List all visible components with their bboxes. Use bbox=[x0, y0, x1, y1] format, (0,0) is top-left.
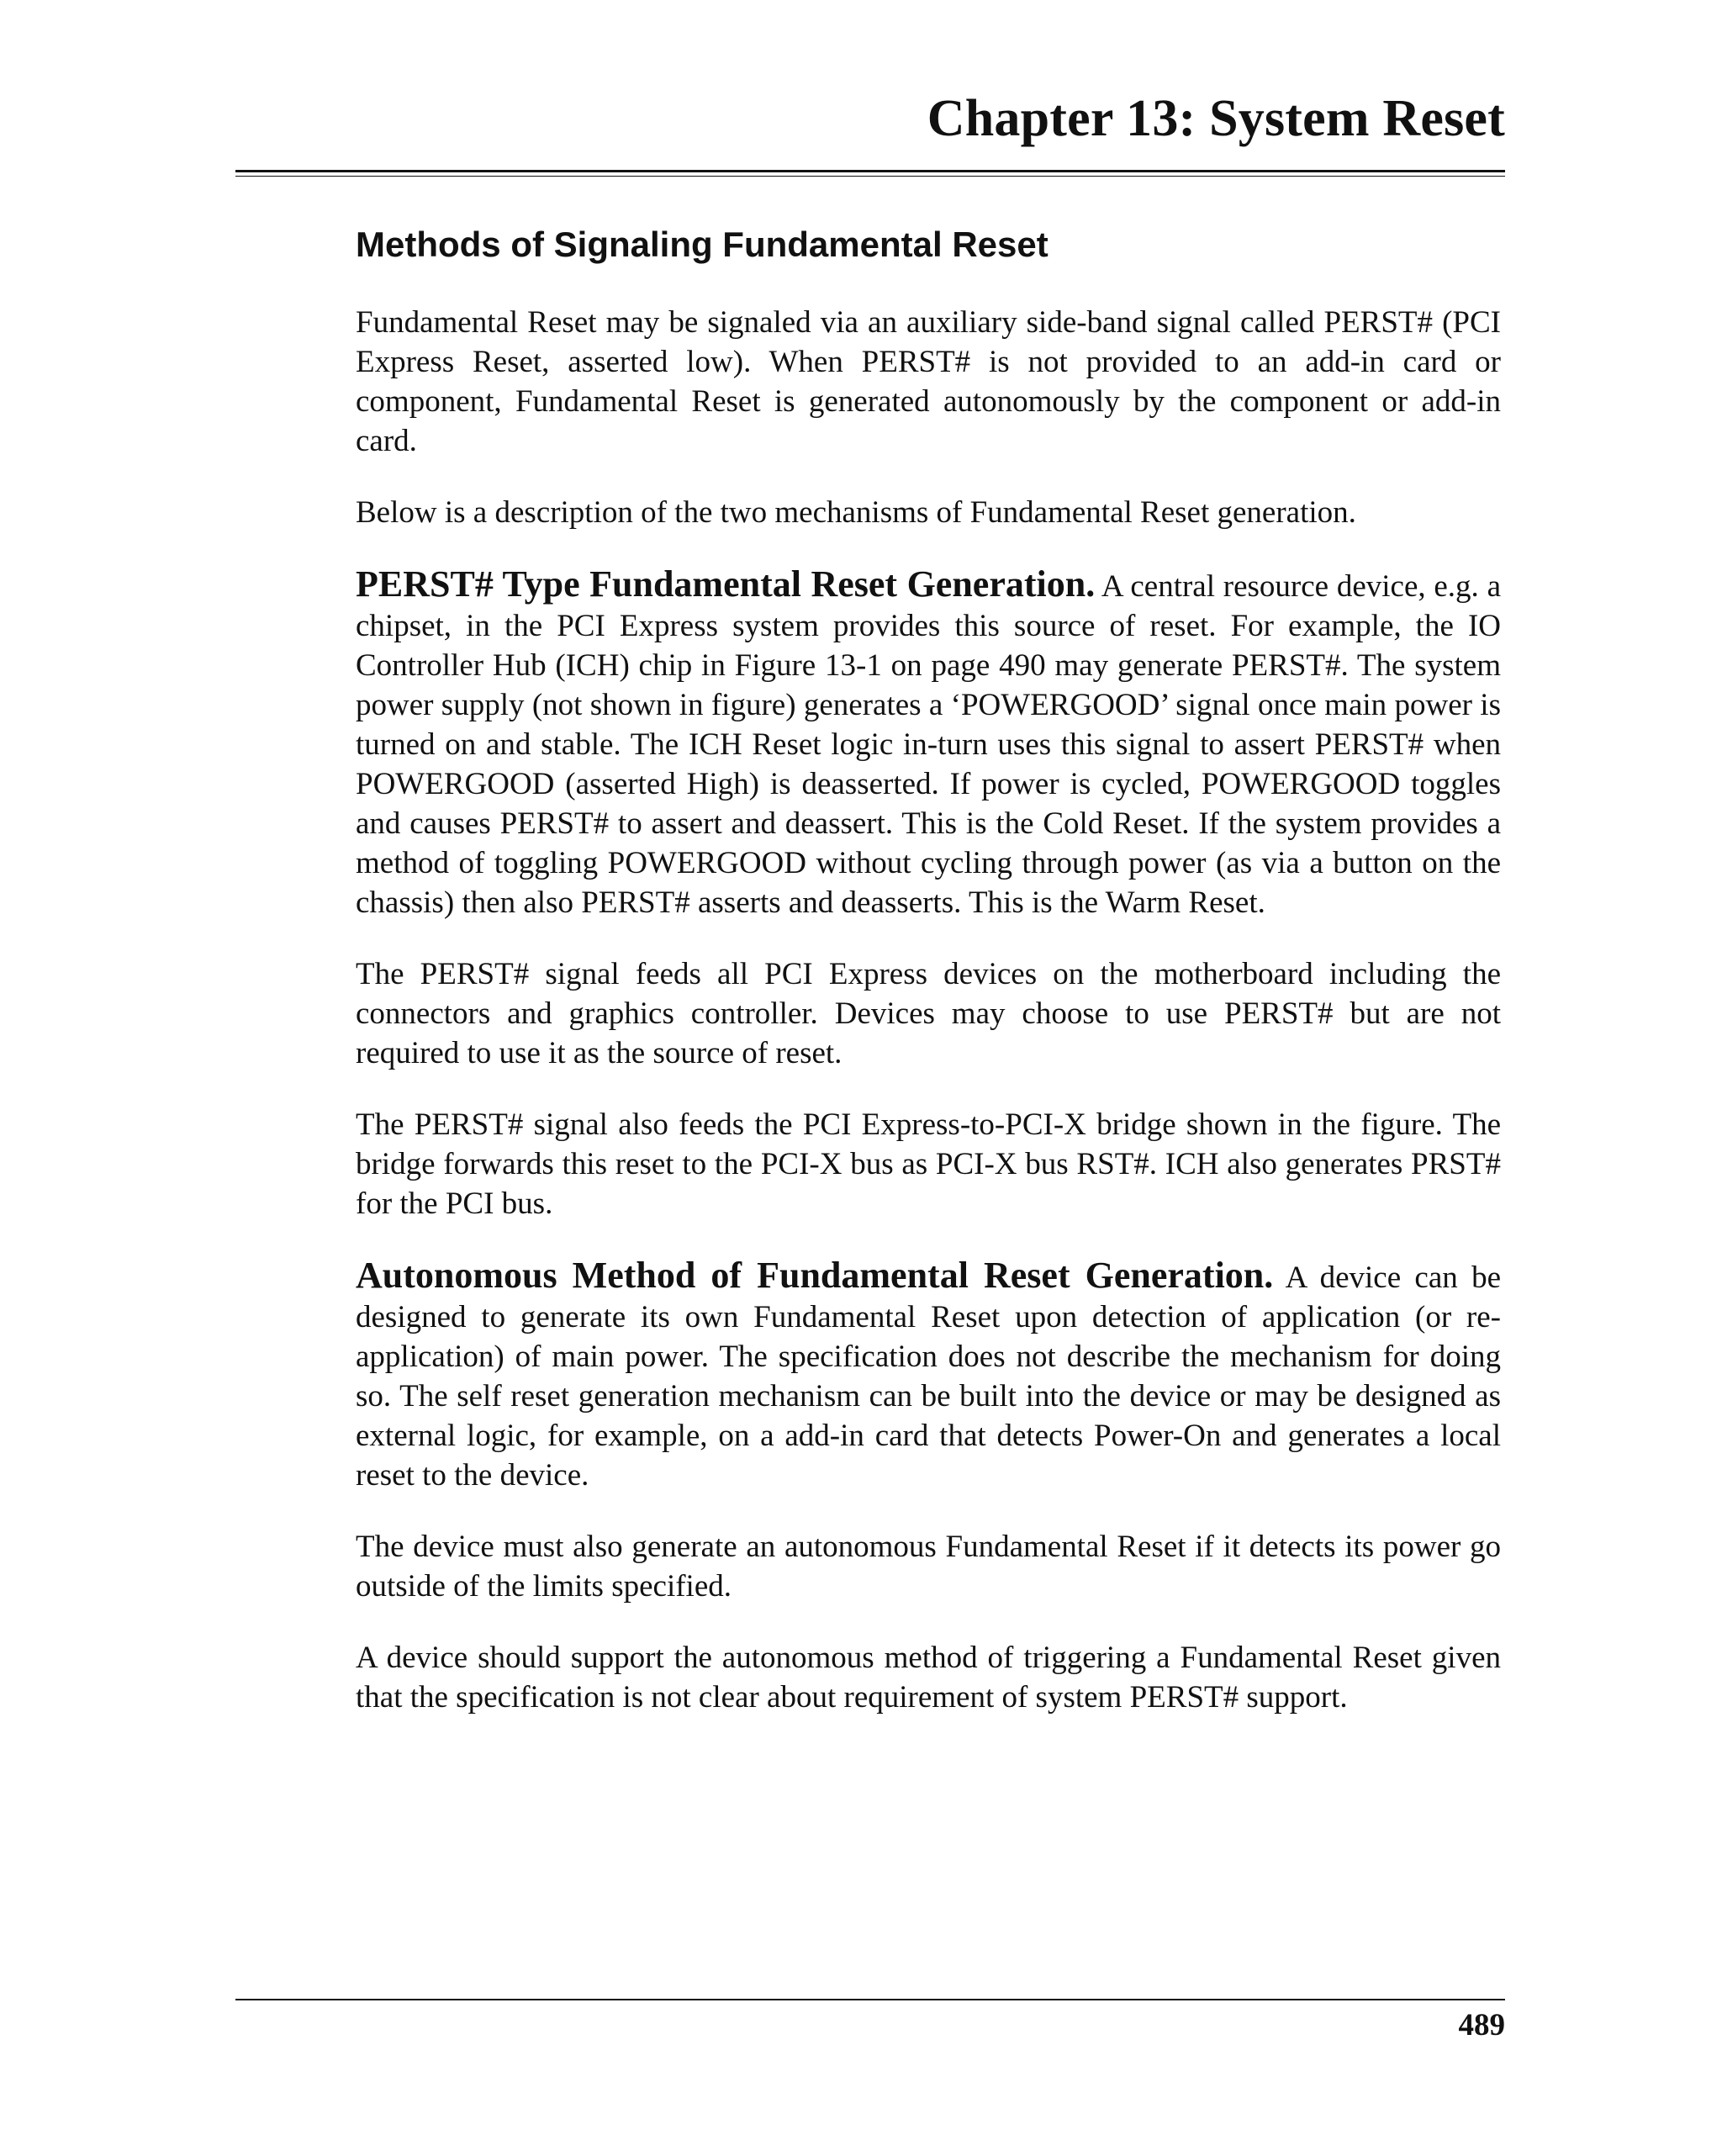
page-header bbox=[235, 92, 1505, 177]
runin-heading-perst: PERST# Type Fundamental Reset Generation. bbox=[356, 563, 1096, 605]
section-heading: Methods of Signaling Fundamental Reset bbox=[356, 225, 1049, 264]
paragraph-intro: Fundamental Reset may be signaled via an auxiliary side-band signal called PERST# (PCI Express Reset, asserted low). When PERST# is not provided to an add-in card or component, Fundamental Reset is generated autonomously by the component or add-in card. bbox=[356, 305, 1501, 459]
perst-type-text: A central resource device, e.g. a chipset, in the PCI Express system provides this source of reset. For example, the IO Controller Hub (ICH) chip in Figure 13-1 on page 490 may generate PERST#. The system power supply (not shown in figure) generates a ‘POWERGOOD’ signal once main power is turned on and stable. The ICH Reset logic in-turn uses this signal to assert PERST# when POWERGOOD (asserted High) is deasserted. If power is cycled, POWERGOOD toggles and causes PERST# to assert and deassert. This is the Cold Reset. If the system provides a method of toggling POWERGOOD without cycling through power (as via a button on the chassis) then also PERST# asserts and deasserts. This is the Warm Reset. bbox=[356, 569, 1501, 921]
header-rule bbox=[235, 170, 1505, 177]
page-number: 489 bbox=[1458, 2008, 1505, 2042]
paragraph-mechanisms: Below is a description of the two mechanisms of Fundamental Reset generation. bbox=[356, 495, 1356, 531]
autonomous-text: A device can be designed to generate its own Fundamental Reset upon detection of application (or re-application) of main power. The specification does not describe the mechanism for doing so. The self reset generation mechanism can be built into the device or may be designed as external logic, for example, on a add-in card that detects Power-On and generates a local reset to the device. bbox=[356, 1260, 1502, 1493]
paragraph-perst-type bbox=[356, 564, 1501, 922]
runin-heading-autonomous: Autonomous Method of Fundamental Reset Generation. bbox=[356, 1255, 1274, 1297]
page-footer bbox=[235, 1999, 1505, 2043]
paragraph-support: A device should support the autonomous method of triggering a Fundamental Reset given that the specification is not clear about requirement of system PERST# support. bbox=[356, 1641, 1501, 1715]
footer-rule bbox=[235, 1999, 1505, 2000]
page-content bbox=[356, 225, 1501, 1749]
paragraph-power-limits: The device must also generate an autonomous Fundamental Reset if it detects its power go outside of the limits specified. bbox=[356, 1530, 1501, 1604]
paragraph-perst-bridge: The PERST# signal also feeds the PCI Express-to-PCI-X bridge shown in the figure. The bridge forwards this reset to the PCI-X bus as PCI-X bus RST#. ICH also generates PRST# for the PCI bus. bbox=[356, 1107, 1501, 1222]
paragraph-perst-feeds: The PERST# signal feeds all PCI Express devices on the motherboard including the connectors and graphics controller. Devices may choose to use PERST# but are not required to use it as the source of reset. bbox=[356, 957, 1501, 1071]
chapter-title: Chapter 13: System Reset bbox=[927, 90, 1505, 147]
paragraph-autonomous bbox=[356, 1255, 1501, 1495]
